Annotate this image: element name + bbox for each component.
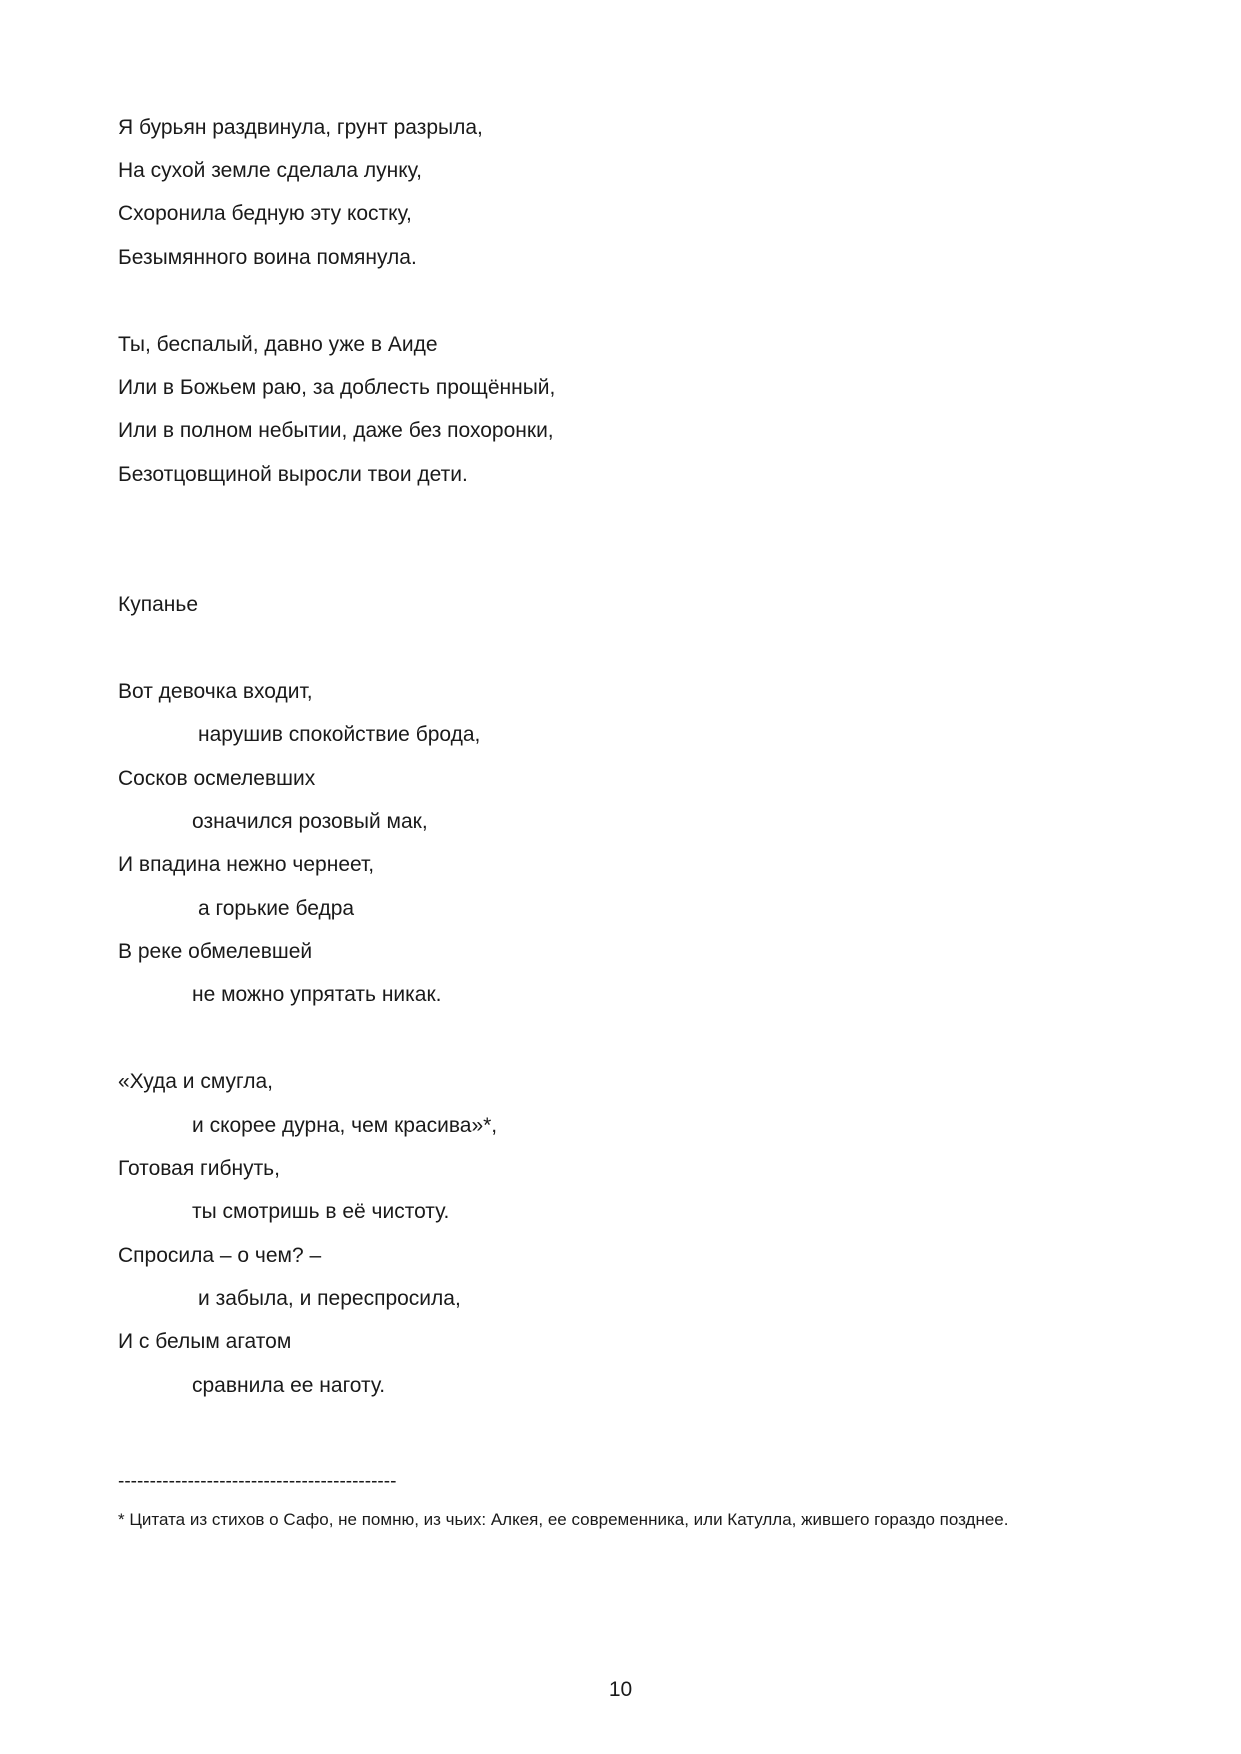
poem-one-stanza-1-line-3: Схоронила бедную эту костку, [118,202,412,225]
poem-two-stanza-2-line-8: сравнила ее наготу. [192,1374,386,1397]
poem-two-stanza-1-line-5: И впадина нежно чернеет, [118,853,375,876]
poem-one-stanza-2-line-3: Или в полном небытии, даже без похоронки, [118,419,554,442]
poem-two-stanza-2-line-1: «Худа и смугла, [118,1070,273,1093]
poem-two-stanza-1-line-4: означился розовый мак, [192,810,428,833]
footnote-divider: -------------------------------------------- [118,1471,397,1492]
poem-two-stanza-1-line-6: а горькие бедра [198,897,355,920]
poem-two-stanza-2-line-5: Спросила – о чем? – [118,1244,322,1267]
poem-two-stanza-1-line-8: не можно упрятать никак. [192,983,442,1006]
poem-two-stanza-2-line-2: и скорее дурна, чем красива»*, [192,1114,498,1137]
poem-two-stanza-2-line-4: ты смотришь в её чистоту. [192,1200,450,1223]
poem-one-stanza-1-line-1: Я бурьян раздвинула, грунт разрыла, [118,116,483,139]
poem-two-stanza-2-line-7: И с белым агатом [118,1330,292,1353]
poem-one-stanza-2-line-4: Безотцовщиной выросли твои дети. [118,463,468,486]
poem-two-stanza-2-line-3: Готовая гибнуть, [118,1157,280,1180]
poem-two-stanza-2-line-6: и забыла, и переспросила, [198,1287,461,1310]
poem-two-stanza-1-line-1: Вот девочка входит, [118,680,313,703]
page-number: 10 [608,1678,633,1701]
poem-one-stanza-1-line-2: На сухой земле сделала лунку, [118,159,422,182]
poem-two-stanza-1-line-3: Сосков осмелевших [118,767,316,790]
poem-two-title: Купанье [118,593,199,616]
poem-two-stanza-1-line-7: В реке обмелевшей [118,940,313,963]
poem-one-stanza-2-line-2: Или в Божьем раю, за доблесть прощённый, [118,376,556,399]
poem-two-stanza-1-line-2: нарушив спокойствие брода, [198,723,481,746]
poem-one-stanza-2-line-1: Ты, беспалый, давно уже в Аиде [118,333,438,356]
poem-one-stanza-1-line-4: Безымянного воина помянула. [118,246,417,269]
footnote-text: * Цитата из стихов о Сафо, не помню, из чьих: Алкея, ее современника, или Катулла, жившего гораздо позднее. [118,1510,1009,1529]
